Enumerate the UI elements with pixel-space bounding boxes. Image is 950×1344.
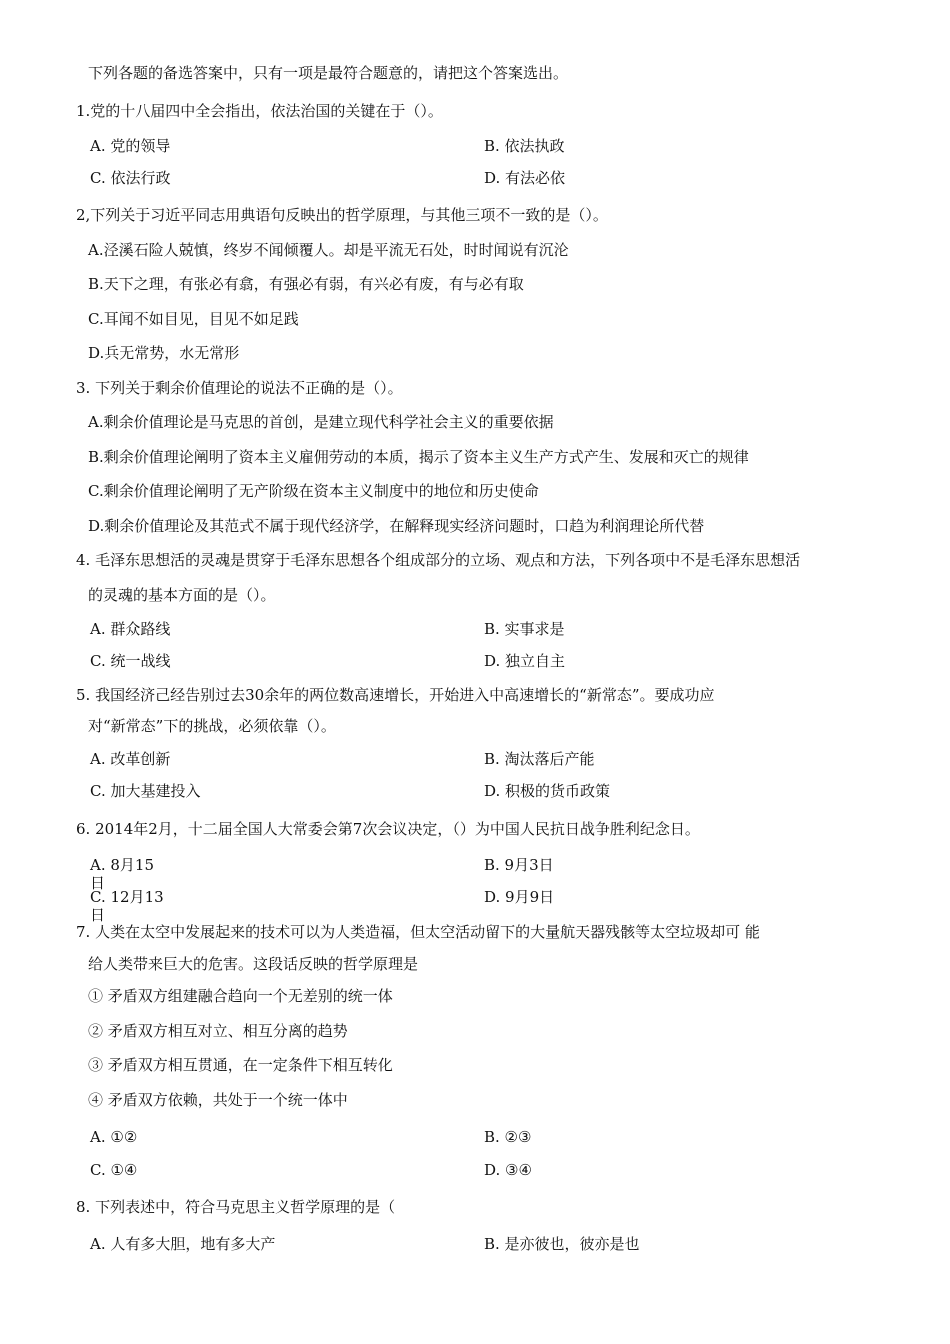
q5-option-c: C. 加大基建投入 bbox=[90, 782, 201, 800]
q5-option-b: B. 淘汰落后产能 bbox=[484, 750, 595, 768]
q3-option-a: A.剩余价值理论是马克思的首创，是建立现代科学社会主义的重要依据 bbox=[88, 413, 554, 431]
q4-option-a: A. 群众路线 bbox=[90, 620, 171, 638]
q7-statement-1: ① 矛盾双方组建融合趋向一个无差别的统一体 bbox=[88, 987, 393, 1005]
q1-option-c: C. 依法行政 bbox=[90, 169, 171, 187]
q2-option-c: C.耳闻不如目见，目见不如足践 bbox=[88, 310, 299, 328]
q2-option-a: A.泾溪石险人兢慎，终岁不闻倾覆人。却是平流无石处，时时闻说有沉沦 bbox=[88, 241, 569, 259]
q7-option-a: A. ①② bbox=[90, 1128, 138, 1146]
q2-option-b: B.天下之理，有张必有翕，有强必有弱，有兴必有废，有与必有取 bbox=[88, 275, 524, 293]
q1-stem: 1.党的十八届四中全会指出，依法治国的关键在于（）。 bbox=[76, 102, 443, 120]
q2-stem: 2,下列关于习近平同志用典语句反映出的哲学原理，与其他三项不一致的是（）。 bbox=[76, 206, 608, 224]
q8-option-a: A. 人有多大胆，地有多大产 bbox=[90, 1235, 276, 1253]
q7-statement-2: ② 矛盾双方相互对立、相互分离的趋势 bbox=[88, 1022, 348, 1040]
q5-option-a: A. 改革创新 bbox=[90, 750, 171, 768]
q3-option-c: C.剩余价值理论阐明了无产阶级在资本主义制度中的地位和历史使命 bbox=[88, 482, 539, 500]
q7-stem-line1: 7. 人类在太空中发展起来的技术可以为人类造福，但太空活动留下的大量航天器残骸等太空垃圾却可 能 bbox=[76, 923, 760, 941]
q1-option-d: D. 有法必依 bbox=[484, 169, 566, 187]
q6-option-d: D. 9月9日 bbox=[484, 888, 555, 906]
q4-option-d: D. 独立自主 bbox=[484, 652, 566, 670]
q3-stem: 3. 下列关于剩余价值理论的说法不正确的是（）。 bbox=[76, 379, 403, 397]
q7-option-d: D. ③④ bbox=[484, 1161, 532, 1179]
q4-stem-line1: 4. 毛泽东思想活的灵魂是贯穿于毛泽东思想各个组成部分的立场、观点和方法，下列各项中不是毛泽东思想活 bbox=[76, 551, 801, 569]
q5-option-d: D. 积极的货币政策 bbox=[484, 782, 611, 800]
q7-option-b: B. ②③ bbox=[484, 1128, 532, 1146]
q5-stem-line1: 5. 我国经济己经告别过去30余年的两位数高速增长，开始进入中高速增长的“新常态”。要成功应 bbox=[76, 686, 715, 704]
q1-option-b: B. 依法执政 bbox=[484, 137, 565, 155]
q7-statement-4: ④ 矛盾双方依赖，共处于一个统一体中 bbox=[88, 1091, 348, 1109]
q6-option-b: B. 9月3日 bbox=[484, 856, 554, 874]
q2-option-d: D.兵无常势，水无常形 bbox=[88, 344, 240, 362]
q8-option-b: B. 是亦彼也，彼亦是也 bbox=[484, 1235, 640, 1253]
q3-option-b: B.剩余价值理论阐明了资本主义雇佣劳动的本质，揭示了资本主义生产方式产生、发展和灭亡的规律 bbox=[88, 448, 749, 466]
q4-option-c: C. 统一战线 bbox=[90, 652, 171, 670]
q4-option-b: B. 实事求是 bbox=[484, 620, 565, 638]
q6-option-a: A. 8月15日 bbox=[90, 856, 154, 892]
q3-option-d: D.剩余价值理论及其范式不属于现代经济学，在解释现实经济问题时，口趋为利润理论所代替 bbox=[88, 517, 705, 535]
q7-option-c: C. ①④ bbox=[90, 1161, 138, 1179]
instruction: 下列各题的备选答案中，只有一项是最符合题意的，请把这个答案选出。 bbox=[88, 64, 569, 82]
q7-statement-3: ③ 矛盾双方相互贯通，在一定条件下相互转化 bbox=[88, 1056, 393, 1074]
q1-option-a: A. 党的领导 bbox=[90, 137, 171, 155]
q6-option-c: C. 12月13日 bbox=[90, 888, 164, 924]
q5-stem-line2: 对“新常态”下的挑战，必须依靠（）。 bbox=[88, 717, 336, 735]
q7-stem-line2: 给人类带来巨大的危害。这段话反映的哲学原理是 bbox=[88, 955, 419, 973]
q4-stem-line2: 的灵魂的基本方面的是（）。 bbox=[88, 586, 276, 604]
q8-stem: 8. 下列表述中，符合马克思主义哲学原理的是（ bbox=[76, 1198, 396, 1216]
q6-stem: 6. 2014年2月，十二届全国人大常委会第7次会议决定，（）为中国人民抗日战争胜利纪念日。 bbox=[76, 820, 700, 838]
